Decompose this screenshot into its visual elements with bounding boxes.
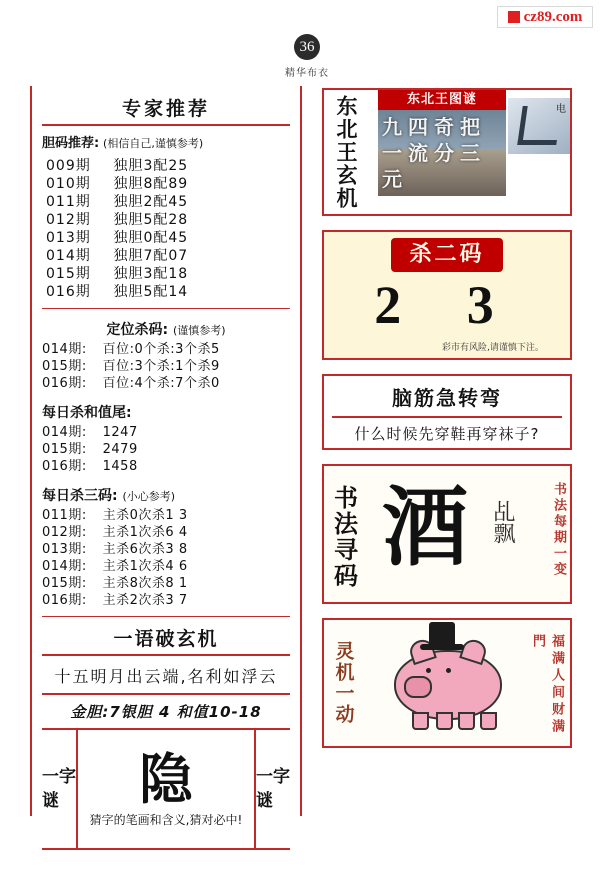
table-row [42,458,290,475]
table-row [42,265,290,283]
row-body: 1458 [102,459,138,474]
table-row [42,175,290,193]
hat-crown [429,622,455,646]
section-divider [42,308,290,309]
riddle-right-label: 一字谜 [256,767,290,811]
risk-warning-text: 彩市有风险,请谨慎下注。 [442,343,544,353]
top-ornament [272,34,342,79]
calligraphy-art-area [364,466,570,602]
table-row [42,247,290,265]
watermark-square-icon [508,11,520,23]
left-content-column [30,86,302,827]
calligraphy-seal-text: 乩飘 [490,500,515,544]
oneword-line: 十五明月出云端,名利如浮云 [54,667,278,686]
row-body: 主杀1次杀6 4 [102,525,188,540]
row-body: 主杀6次杀3 8 [102,542,188,557]
row-period: 013期: [42,542,87,557]
lingjiyidong-title: 灵机一动 [332,641,355,725]
pig-leg-icon [480,712,497,730]
lingjiyidong-art-area [364,620,570,746]
dingwei-rows [42,341,290,392]
row-body: 主杀1次杀4 6 [102,559,188,574]
brainteaser-question: 什么时候先穿鞋再穿袜子? [354,425,540,443]
sanma-heading [42,485,290,505]
calligraphy-panel [322,464,572,604]
table-row [42,341,290,358]
title-divider [42,124,290,126]
row-period: 014期: [42,425,87,440]
brainteaser-title: 脑筋急转弯 [392,386,502,410]
row-body: 独胆7配07 [113,248,189,264]
row-period: 009期 [46,158,91,174]
row-body: 主杀0次杀1 3 [102,508,188,523]
pig-leg-icon [458,712,475,730]
table-row [42,424,290,441]
row-body: 独胆2配45 [113,194,189,210]
dongbeiwang-poem: 九四奇把一流分三元 [382,115,486,191]
row-period: 012期 [46,212,91,228]
hesum-rows [42,424,290,475]
row-period: 015期: [42,359,87,374]
riddle-character: 隐 [139,748,193,811]
riddle-box [42,728,290,850]
table-row [42,575,290,592]
row-body: 独胆3配18 [113,266,189,282]
row-body: 主杀2次杀3 7 [102,593,188,608]
pig-eye-right-icon [446,668,451,673]
shaerma-panel [322,230,572,360]
row-period: 016期: [42,593,87,608]
row-period: 016期: [42,459,87,474]
table-row [42,211,290,229]
table-row [42,193,290,211]
row-period: 014期: [42,559,87,574]
row-period: 014期 [46,248,91,264]
row-period: 013期 [46,230,91,246]
row-period: 016期 [46,284,91,300]
recommend-note [42,132,290,151]
row-body: 百位:0个杀:3个杀5 [102,342,220,357]
table-row [42,541,290,558]
calligraphy-title: 书法寻码 [329,485,358,589]
pig-eye-left-icon [426,668,431,673]
sanma-rows [42,507,290,609]
hat-brim [420,644,464,650]
lingjiyidong-panel [322,618,572,748]
dongbeiwang-title: 东北王玄机 [334,94,358,210]
row-period: 010期 [46,176,91,192]
top-hat-icon [420,622,464,652]
gold-divider [42,693,290,695]
row-body: 百位:3个杀:1个杀9 [102,359,220,374]
row-period: 015期 [46,266,91,282]
right-content-column [322,88,572,762]
hesum-title: 每日杀和值尾: [42,405,132,421]
dingwei-title: 定位杀码: [106,322,169,338]
page-title: 专家推荐 [121,98,210,120]
dongbeiwang-panel [322,88,572,216]
row-body: 2479 [102,442,138,457]
table-row [42,558,290,575]
row-body: 独胆8配89 [113,176,189,192]
shaerma-badge: 杀二码 [391,238,503,272]
row-body: 百位:4个杀:7个杀0 [102,376,220,391]
table-row [42,375,290,392]
row-period: 015期: [42,442,87,457]
table-row [42,358,290,375]
calligraphy-character: 酒 [382,477,468,578]
row-period: 015期: [42,576,87,591]
row-period: 014期: [42,342,87,357]
row-body: 独胆5配14 [113,284,189,300]
row-body: 1247 [102,425,138,440]
sanma-note: (小心参考) [122,490,176,503]
dingwei-note: (谨慎参考) [172,324,226,337]
table-row [42,229,290,247]
recommend-rows [42,157,290,301]
ornament-subtitle: 精华布衣 [285,68,329,79]
table-row [42,507,290,524]
row-period: 016期: [42,376,87,391]
recommend-note-label: 胆码推荐: [42,136,100,151]
dingwei-heading [42,319,290,339]
pig-snout-icon [404,676,432,698]
watermark-logo [497,6,593,28]
table-row [42,524,290,541]
row-body: 独胆0配45 [113,230,189,246]
pig-illustration [394,650,502,720]
row-period: 012期: [42,525,87,540]
oneword-divider [42,654,290,656]
riddle-center [78,730,254,848]
sanma-title: 每日杀三码: [42,488,118,504]
calligraphy-side-note: 书法每期一变 [551,482,566,578]
dongbeiwang-image-area [368,90,570,214]
row-period: 011期 [46,194,91,210]
table-row [42,592,290,609]
ornament-circle-number: 36 [294,34,320,60]
table-row [42,157,290,175]
lingjiyidong-side-note: 福满人间财满門 [530,634,564,736]
table-row [42,441,290,458]
row-period: 011期: [42,508,87,523]
riddle-hint: 猜字的笔画和含义,猜对必中! [89,813,243,827]
oneword-title: 一语破玄机 [113,628,219,650]
row-body: 主杀8次杀8 1 [102,576,188,591]
riddle-left-label: 一字谜 [42,767,76,811]
recommend-note-paren: (相信自己,谨慎参考) [103,137,204,150]
section-divider [42,616,290,617]
row-body: 独胆3配25 [113,158,189,174]
dongbeiwang-side-label: 电 [556,104,566,115]
row-body: 独胆5配28 [113,212,189,228]
brainteaser-panel [322,374,572,450]
brainteaser-divider [332,416,562,418]
dongbeiwang-banner: 东北王图谜 [378,90,506,110]
shaerma-numbers: 2 3 [374,275,520,335]
pig-leg-icon [436,712,453,730]
table-row [42,283,290,301]
pig-leg-icon [412,712,429,730]
gold-silver-line: 金胆:7银胆 4 和值10-18 [70,703,262,721]
watermark-text: cz89.com [523,8,583,25]
